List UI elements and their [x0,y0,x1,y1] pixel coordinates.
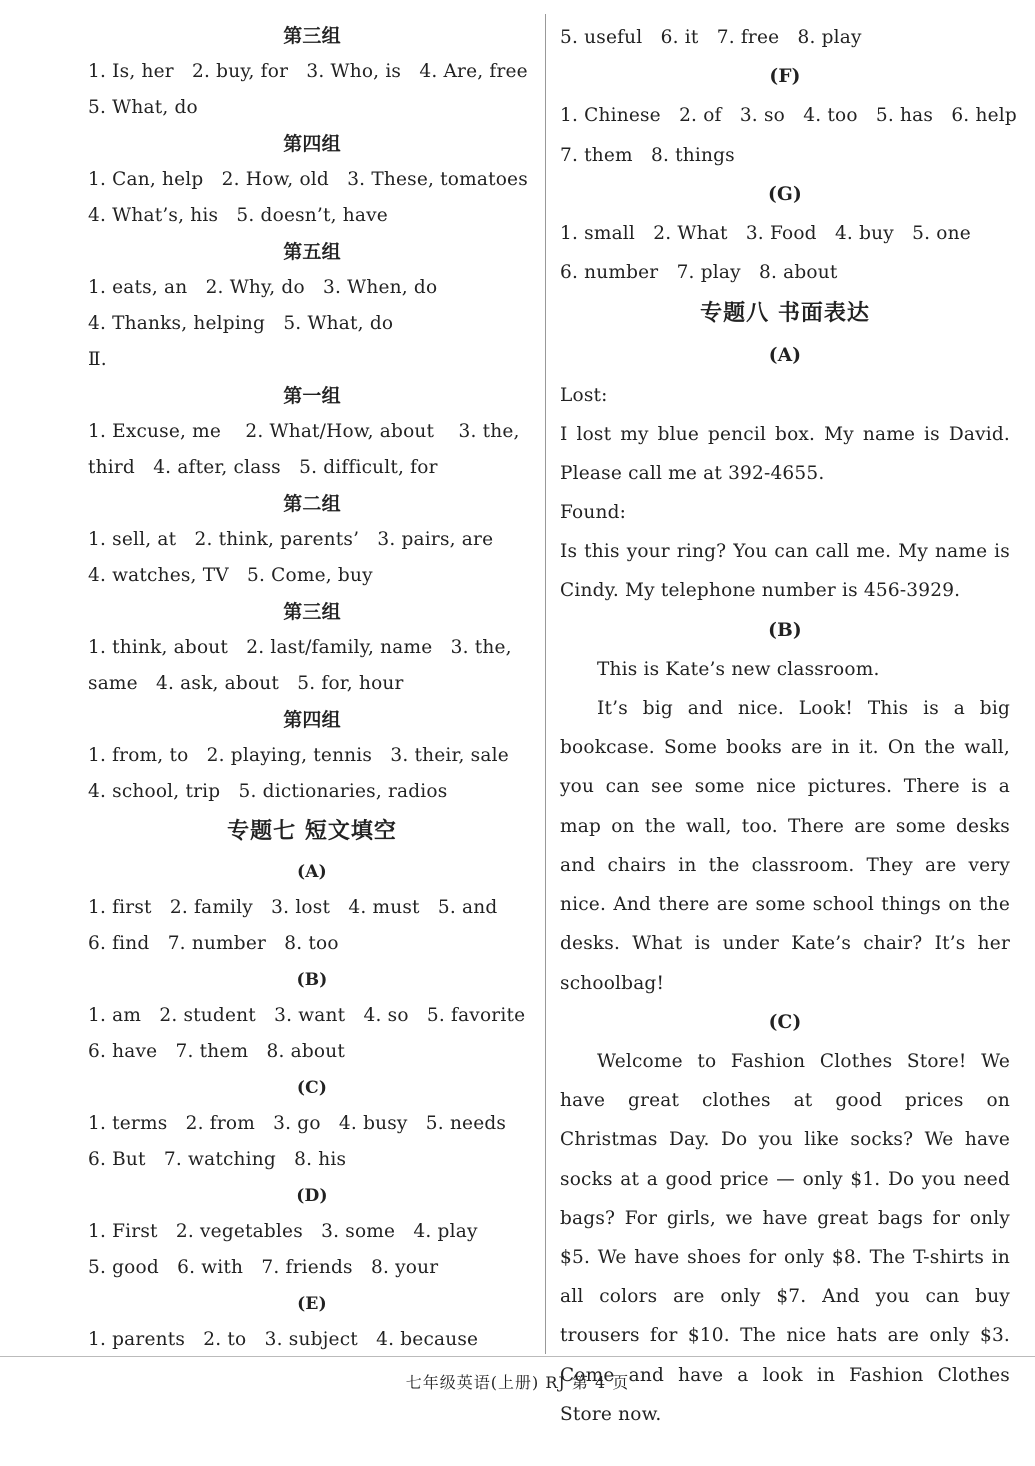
group-title: 第四组 [283,709,341,731]
group-title: 第一组 [283,385,341,407]
found-label: Found: [560,502,627,524]
section-heading: Ⅱ. [88,349,107,370]
topic-seven-title: 专题七 短文填空 [227,819,397,844]
answer-line: 1. parents 2. to 3. subject 4. because [88,1329,479,1350]
footer-rule [0,1356,1035,1357]
answer-line: 4. What’s, his 5. doesn’t, have [88,205,388,226]
page-footer: 七年级英语(上册) RJ 第 4 页 [405,1373,630,1392]
part-label: (B) [296,970,328,990]
essay-paragraph: It’s big and nice. Look! This is a big bookcase. Some books are in it. On the wall, you can see some nice pictures. There is a map on the wall, too. There are some desks and chairs in the classroom. They are very nice. And there are some school things on the desks. What is under Kate’s chair? It’s her schoolbag! [560,698,1010,994]
answer-line: 1. Chinese 2. of 3. so 4. too 5. has 6. help [560,105,1017,127]
answer-line: 1. first 2. family 3. lost 4. must 5. and [88,897,498,918]
answer-line: 1. from, to 2. playing, tennis 3. their, sale [88,745,509,766]
topic-eight-title: 专题八 书面表达 [700,301,870,327]
part-label: (D) [296,1186,328,1206]
answer-line: 1. Is, her 2. buy, for 3. Who, is 4. Are, free [88,61,528,82]
answer-line: 6. number 7. play 8. about [560,262,838,284]
answer-line: 6. find 7. number 8. too [88,933,339,954]
lost-notice-text: I lost my blue pencil box. My name is David. Please call me at 392-4655. [560,423,1010,484]
answer-line: 1. First 2. vegetables 3. some 4. play [88,1221,478,1242]
answer-line: 4. school, trip 5. dictionaries, radios [88,781,448,802]
part-label: (C) [296,1078,328,1098]
column-divider [545,14,546,1354]
part-label: (A) [297,862,327,882]
answer-line: 6. But 7. watching 8. his [88,1149,347,1170]
answer-line: 4. Thanks, helping 5. What, do [88,313,394,334]
answer-line: same 4. ask, about 5. for, hour [88,673,404,694]
answer-line: 5. good 6. with 7. friends 8. your [88,1257,439,1278]
found-notice-text: Is this your ring? You can call me. My name is Cindy. My telephone number is 456-3929. [560,541,1010,602]
group-title: 第五组 [283,241,341,263]
answer-line: 1. terms 2. from 3. go 4. busy 5. needs [88,1113,507,1134]
lost-label: Lost: [560,384,608,406]
answer-line: 1. am 2. student 3. want 4. so 5. favorite [88,1005,526,1026]
part-label: (A) [768,345,802,367]
part-label: (G) [768,183,802,205]
answer-line: 5. useful 6. it 7. free 8. play [560,27,862,48]
left-column [88,18,536,1358]
answer-line: 1. sell, at 2. think, parents’ 3. pairs, are [88,529,494,550]
part-label: (E) [297,1294,327,1314]
answer-line: 5. What, do [88,97,198,118]
group-title: 第三组 [283,601,341,623]
group-title: 第四组 [283,133,341,155]
answer-line: 1. small 2. What 3. Food 4. buy 5. one [560,222,971,244]
part-label: (C) [768,1011,802,1033]
group-title: 第二组 [283,493,341,515]
part-label: (F) [769,66,801,88]
essay-paragraph: Welcome to Fashion Clothes Store! We have great clothes at good prices on Christmas Day. Do you like socks? We have socks at a good price — only $1. Do you need bags? For girls, we have great bags for only $5. We have shoes for only $8. The T-shirts in all colors are only $7. And you can buy trousers for $10. The nice hats are only $3. Come and have a look in Fashion Clothes Store now. [560,1050,1010,1425]
answer-line: third 4. after, class 5. difficult, for [88,457,438,478]
answer-line: 6. have 7. them 8. about [88,1041,346,1062]
answer-line: 1. Can, help 2. How, old 3. These, tomatoes [88,169,528,190]
answer-line: 1. eats, an 2. Why, do 3. When, do [88,277,438,298]
answer-line: 4. watches, TV 5. Come, buy [88,565,373,586]
part-label: (B) [768,619,802,641]
answer-line: 7. them 8. things [560,144,735,166]
essay-paragraph: This is Kate’s new classroom. [597,658,880,680]
answer-line: 1. Excuse, me 2. What/How, about 3. the, [88,421,520,442]
right-column [560,18,1017,1434]
answer-line: 1. think, about 2. last/family, name 3. the, [88,637,512,658]
group-title: 第三组 [283,25,341,47]
